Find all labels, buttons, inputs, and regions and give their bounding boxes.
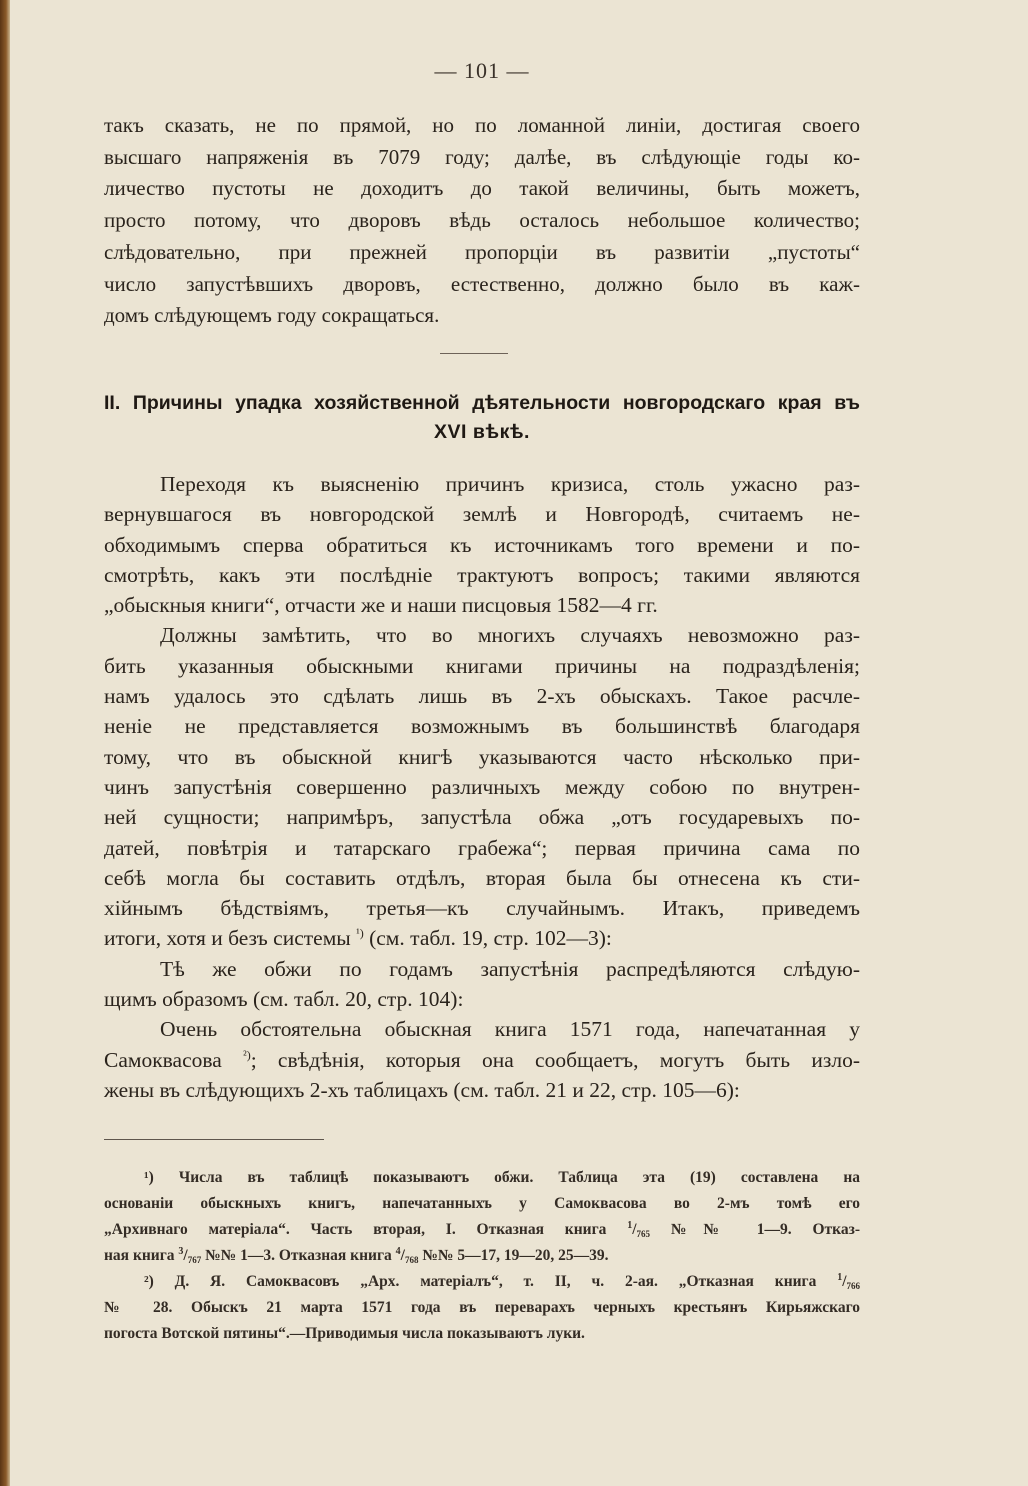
text-line: Тѣ же обжи по годамъ запустѣнія распредѣляются слѣдую- [160,956,860,981]
text-line: такъ сказать, не по прямой, но по ломанной линіи, достигая своего [104,113,860,137]
footnote-1-line: „Архивнаго матеріала“. Часть вторая, I. Отказная книга $^1/_{765}$ №№ 1—9. Отказ- [104,1220,860,1239]
heading-line: II. Причины упадка хозяйственной дѣятельности новгородскаго края въ [104,392,860,414]
text-line: Должны замѣтить, что во многихъ случаяхъ невозможно раз- [160,623,860,648]
footnote-ref-2: ²) [243,1047,251,1062]
text-line: жены въ слѣдующихъ 2-хъ таблицахъ (см. табл. 21 и 22, стр. 105—6): [104,1077,740,1102]
footnote-mark: ²) [144,1273,154,1290]
text-line: слѣдовательно, при прежней пропорціи въ развитіи „пустоты“ [104,239,860,264]
fraction-numerator: 1 [627,1220,633,1231]
fraction-numerator: 3 [178,1246,184,1257]
footnote-2-line: погоста Вотской пятины“.—Приводимыя числа показываютъ луки. [104,1325,585,1342]
text-line: „обыскныя книги“, отчасти же и наши писцовыя 1582—4 гг. [104,593,658,618]
footnote-1-line [104,1165,860,1191]
footnote-1-line: ная книга $^3/_{767}$ №№ 1—3. Отказная книга $^4/_{768}$ №№ 5—17, 19—20, 25—39. [104,1246,609,1265]
fraction-denominator: 766 [846,1281,861,1291]
text-line: смотрѣть, какъ эти послѣдніе трактуютъ вопросъ; такими являются [104,562,860,587]
text-fragment: Самоквасова [104,1047,222,1072]
text-line: себѣ могла бы составить отдѣлъ, вторая была бы отнесена къ сти- [104,865,860,890]
heading-line: XVI вѣкѣ. [434,421,530,443]
footnote-text: №№ 1—3. Отказная книга [205,1247,392,1264]
text-line: бить указанныя обыскными книгами причины на подраздѣленія; [104,653,860,678]
fraction-numerator: 4 [395,1246,401,1257]
text-line: личество пустоты не доходитъ до такой величины, быть можетъ, [104,176,860,201]
text-line: обходимымъ сперва обратиться къ источникамъ того времени и по- [104,532,860,557]
footnotes [104,1165,860,1347]
text-line: число запустѣвшихъ дворовъ, естественно, должно было въ каж- [104,271,860,296]
fraction-denominator: 768 [404,1255,419,1265]
section-divider [440,353,508,354]
footnote-text: №№ 5—17, 19—20, 25—39. [422,1247,609,1264]
fraction-numerator: 1 [837,1272,843,1283]
text-line: тому, что въ обыскной книгѣ указываются часто нѣсколько при- [104,744,860,769]
paragraph-continuation [104,110,860,332]
text-line: высшаго напряженія въ 7079 году; далѣе, въ слѣдующіе годы ко- [104,144,860,169]
text-line: домъ слѣдующемъ году сокращаться. [104,303,440,328]
page-number: — 101 — [434,58,530,83]
footnote-text: „Архивнаго матеріала“. Часть вторая, I. Отказная книга [104,1221,607,1238]
footnote-2-line: № 28. Обыскъ 21 марта 1571 года въ переварахъ черныхъ крестьянъ Кирьяжскаго [104,1299,860,1316]
text-line: датей, повѣтрія и татарскаго грабежа“; первая причина сама по [104,835,860,860]
text-line: ней сущности; напримѣръ, запустѣла обжа „отъ государевыхъ по- [104,805,860,830]
text-line: неніе не представляется возможнымъ въ большинствѣ благодаря [104,714,860,739]
text-fragment: итоги, хотя и безъ системы [104,926,351,951]
text-line: Очень обстоятельна обыскная книга 1571 года, напечатанная у [160,1017,860,1042]
main-text [104,469,860,1105]
text-line: вернувшагося въ новгородской землѣ и Новгородѣ, считаемъ не- [104,502,860,527]
text-line: просто потому, что дворовъ вѣдь осталось небольшое количество; [104,208,860,233]
text-fragment: ; свѣдѣнія, которыя она сообщаетъ, могутъ быть изло- [250,1047,861,1072]
text-line: чинъ запустѣнія совершенно различныхъ между собою по внутрен- [104,774,860,799]
footnote-rule [104,1139,324,1140]
footnote-1-line: основаніи обыскныхъ книгъ, напечатанныхъ у Самоквасова во 2-мъ томѣ его [104,1195,860,1212]
text-fragment: (см. табл. 19, стр. 102—3): [363,926,612,951]
footnote-mark: ¹) [144,1169,154,1186]
text-line: щимъ образомъ (см. табл. 20, стр. 104): [104,987,464,1012]
footnote-ref-1: ¹) [356,926,364,941]
book-spine-edge [0,0,10,1486]
text-line [104,1045,860,1075]
footnote-text: Д. Я. Самоквасовъ „Арх. матеріалъ“, т. II, ч. 2-ая. „Отказная книга [174,1273,817,1290]
text-line: Переходя къ выясненію причинъ кризиса, столь ужасно раз- [160,472,860,496]
fraction-denominator: 767 [187,1255,202,1265]
text-line: намъ удалось это сдѣлать лишь въ 2-хъ обыскахъ. Такое расчле- [104,684,860,709]
fraction-denominator: 765 [636,1229,651,1239]
footnote-text: ная книга [104,1247,175,1264]
text-line: хійнымъ бѣдствіямъ, третья—къ случайнымъ. Итакъ, приведемъ [104,896,860,921]
text-line [104,923,860,953]
footnote-text: Числа въ таблицѣ показываютъ обжи. Таблица эта (19) составлена на [178,1169,860,1186]
footnote-2-line: ²) Д. Я. Самоквасовъ „Арх. матеріалъ“, т. II, ч. 2-ая. „Отказная книга $^1/_{766}$ [144,1272,861,1291]
section-heading [104,389,860,447]
footnote-text: №№ 1—9. Отказ- [670,1221,860,1238]
